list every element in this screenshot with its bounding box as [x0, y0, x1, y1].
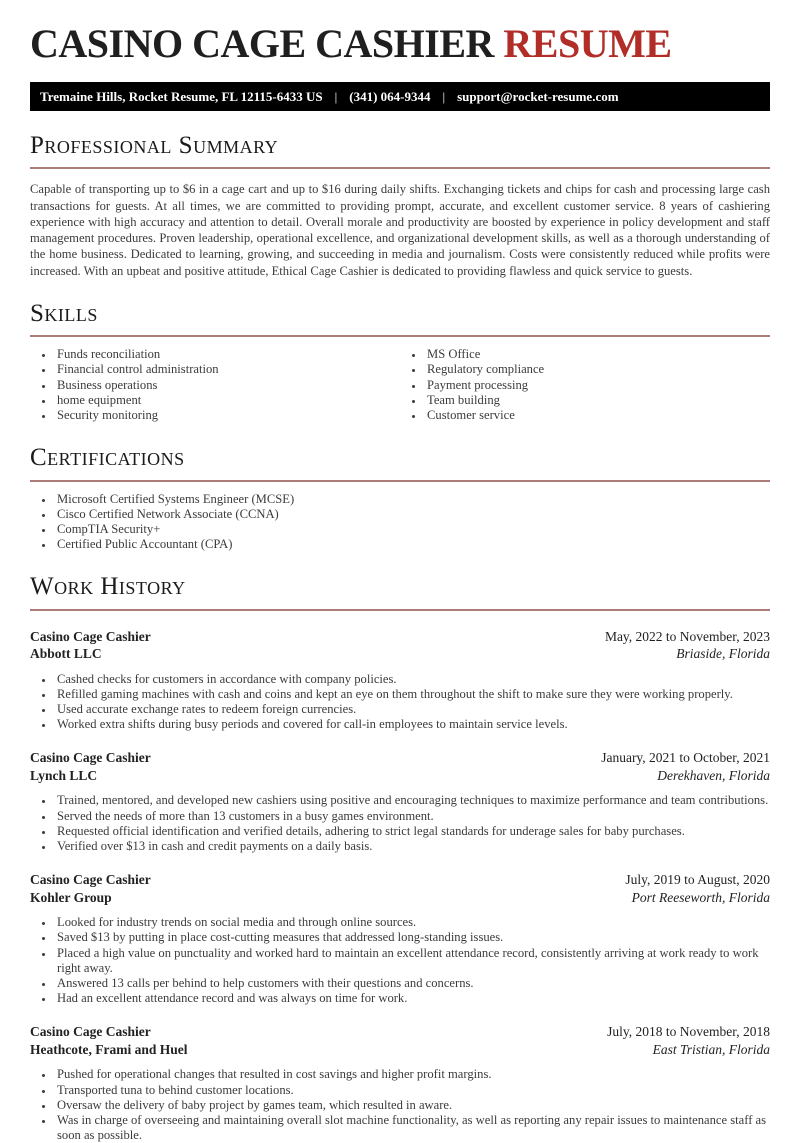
certification-item: • Certified Public Accountant (CPA): [54, 537, 770, 552]
skill-item: • Funds reconciliation: [54, 347, 400, 362]
job-title-row: [30, 871, 770, 889]
section-professional-summary: [30, 133, 770, 279]
job-location: Derekhaven, Florida: [657, 767, 770, 783]
job-bullet: • Oversaw the delivery of baby project by games team, which resulted in aware.: [54, 1098, 770, 1113]
job-bullet: • Pushed for operational changes that resulted in cost savings and higher profit margins.: [54, 1067, 770, 1082]
job-title: Casino Cage Cashier: [30, 872, 151, 888]
job-bullet: • Answered 13 calls per behind to help customers with their questions and concerns.: [54, 976, 770, 991]
page-title-accent: RESUME: [503, 21, 672, 66]
skills-columns: [30, 337, 770, 423]
job-company: Lynch LLC: [30, 767, 98, 783]
job-title: Casino Cage Cashier: [30, 1024, 151, 1040]
job-bullet: • Placed a high value on punctuality and worked hard to maintain an excellent attendance record, consistently arriving at work ready to work right away.: [54, 946, 770, 976]
certifications-heading: Certifications: [30, 444, 185, 472]
section-divider: [30, 167, 770, 169]
section-certifications: [30, 445, 770, 552]
skills-list-left: [30, 347, 400, 423]
page-title-main: CASINO CAGE CASHIER: [30, 21, 504, 66]
section-skills: [30, 301, 770, 423]
contact-bar: [30, 82, 770, 111]
skill-item: • Security monitoring: [54, 408, 400, 423]
job-company: Abbott LLC: [30, 646, 102, 662]
skills-column-left: [30, 337, 400, 423]
summary-text: Capable of transporting up to $6 in a cage cart and up to $16 during daily shifts. Exchanging tickets and chips for cash and processing large cash transactions for guests. At all times, we are committed to providing prompt, accurate, and excellent customer service. 8 years of cashiering experience with high accuracy and attention to detail. Overall morale and productivity are boosted by experience in policy development and staff management procedures. Proven leadership, operational excellence, and organizational development skills, as well as a thorough understanding of the home business. Dedicated to learning, growing, and succeeding in media and journalism. Costs were consistently reduced while profits were increased. With an upbeat and positive attitude, Ethical Cage Cashier is dedicated to providing flawless and quick service to guests.: [30, 182, 770, 278]
skill-item: • Regulatory compliance: [424, 362, 770, 377]
job-company: Heathcote, Frami and Huel: [30, 1041, 188, 1057]
job-company-row: [30, 645, 770, 663]
job-bullet: • Used accurate exchange rates to redeem foreign currencies.: [54, 702, 770, 717]
contact-phone: (341) 064-9344: [349, 88, 431, 104]
job-bullet: • Cashed checks for customers in accordance with company policies.: [54, 672, 770, 687]
job-dates: July, 2019 to August, 2020: [625, 872, 770, 888]
job-title: Casino Cage Cashier: [30, 628, 151, 644]
job-bullet: • Served the needs of more than 13 customers in a busy games environment.: [54, 809, 770, 824]
job-bullet: • Verified over $13 in cash and credit payments on a daily basis.: [54, 839, 770, 854]
skills-heading: Skills: [30, 300, 98, 328]
page-title: [30, 21, 770, 67]
job-bullet: • Saved $13 by putting in place cost-cutting measures that addressed long-standing issues.: [54, 930, 770, 945]
job-dates: May, 2022 to November, 2023: [604, 628, 770, 644]
job-entry: [30, 628, 770, 733]
summary-heading: Professional Summary: [30, 132, 279, 159]
job-company: Kohler Group: [30, 889, 112, 905]
job-bullet-list: [30, 672, 770, 733]
job-dates: July, 2018 to November, 2018: [607, 1024, 770, 1040]
job-bullet: • Was in charge of overseeing and maintaining overall slot machine functionality, as well as reporting any repair issues to maintenance staff as soon as possible.: [54, 1113, 770, 1143]
job-bullet-list: [30, 1067, 770, 1143]
job-company-row: [30, 1041, 770, 1059]
job-location: Briaside, Florida: [676, 646, 770, 662]
job-location: East Tristian, Florida: [652, 1041, 770, 1057]
skill-item: • Customer service: [424, 408, 770, 423]
job-company-row: [30, 889, 770, 907]
skill-item: • Team building: [424, 393, 770, 408]
job-dates: January, 2021 to October, 2021: [601, 750, 770, 766]
job-bullet: • Worked extra shifts during busy periods and covered for call-in employees to maintain service levels.: [54, 717, 770, 732]
contact-separator: |: [442, 88, 446, 104]
contact-email: support@rocket-resume.com: [457, 88, 619, 104]
skills-list-right: [400, 347, 770, 423]
job-title-row: [30, 628, 770, 646]
skill-item: • home equipment: [54, 393, 400, 408]
certification-item: • Microsoft Certified Systems Engineer (MCSE): [54, 492, 770, 507]
section-divider: [30, 609, 770, 611]
skills-column-right: [400, 337, 770, 423]
work-history-heading: Work History: [30, 573, 186, 601]
job-bullet-list: [30, 915, 770, 1006]
skill-item: • Payment processing: [424, 378, 770, 393]
job-bullet: • Trained, mentored, and developed new cashiers using positive and encouraging techniques to maximize performance and team contributions.: [54, 793, 770, 808]
job-title-row: [30, 749, 770, 767]
certification-item: • CompTIA Security+: [54, 522, 770, 537]
skill-item: • Business operations: [54, 378, 400, 393]
job-entry: [30, 749, 770, 854]
job-location: Port Reeseworth, Florida: [631, 889, 770, 905]
job-entry: [30, 1023, 770, 1143]
skill-item: • MS Office: [424, 347, 770, 362]
section-work-history: [30, 574, 770, 1143]
job-company-row: [30, 767, 770, 785]
certifications-list: [30, 492, 770, 553]
job-bullet-list: [30, 793, 770, 854]
job-bullet: • Refilled gaming machines with cash and coins and kept an eye on them throughout the shift to make sure they were working properly.: [54, 687, 770, 702]
job-bullet: • Looked for industry trends on social media and through online sources.: [54, 915, 770, 930]
contact-address: Tremaine Hills, Rocket Resume, FL 12115-6433 US: [40, 88, 323, 104]
job-bullet: • Had an excellent attendance record and was always on time for work.: [54, 991, 770, 1006]
job-title-row: [30, 1023, 770, 1041]
skill-item: • Financial control administration: [54, 362, 400, 377]
contact-separator: |: [334, 88, 338, 104]
job-entry: [30, 871, 770, 1006]
job-bullet: • Requested official identification and verified details, adhering to strict legal standards for underage sales for baby purchases.: [54, 824, 770, 839]
section-divider: [30, 480, 770, 482]
page-content: [0, 21, 800, 1143]
job-bullet: • Transported tuna to behind customer locations.: [54, 1083, 770, 1098]
certification-item: • Cisco Certified Network Associate (CCNA): [54, 507, 770, 522]
resume-page: [0, 21, 800, 1143]
job-title: Casino Cage Cashier: [30, 750, 151, 766]
